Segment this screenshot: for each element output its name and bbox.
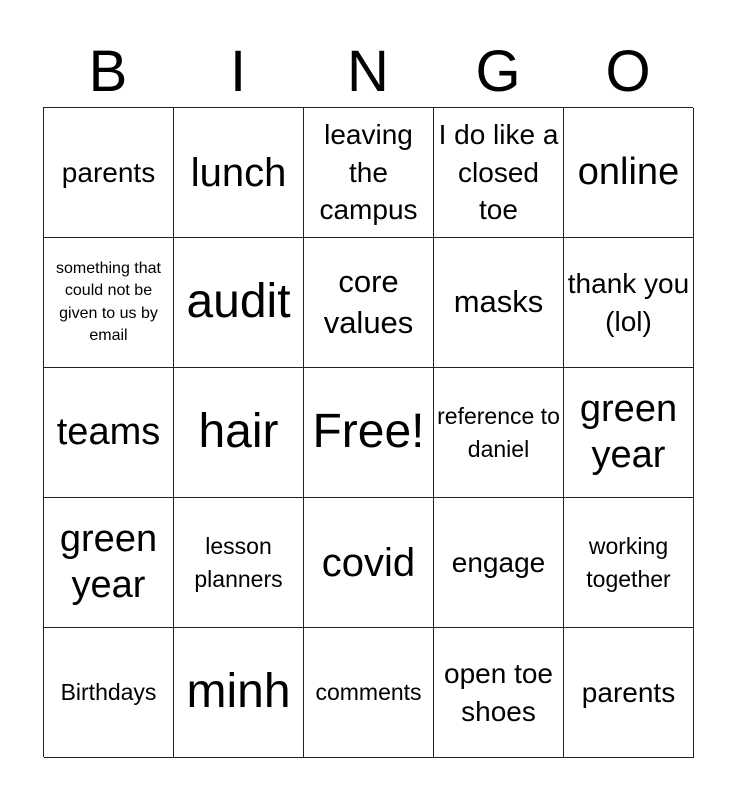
cell-text: comments — [315, 679, 422, 706]
bingo-cell[interactable] — [434, 628, 564, 758]
cell-text: online — [577, 150, 680, 193]
bingo-cell[interactable] — [44, 368, 174, 498]
cell-text: teams — [56, 410, 161, 453]
bingo-board — [43, 107, 693, 757]
bingo-cell[interactable] — [564, 628, 694, 758]
bingo-cell[interactable] — [434, 498, 564, 628]
bingo-cell[interactable] — [174, 238, 304, 368]
cell-text: lunch — [190, 150, 287, 195]
bingo-cell[interactable] — [44, 238, 174, 368]
cell-text: thank you (lol) — [567, 267, 690, 337]
cell-text: audit — [186, 275, 291, 329]
cell-text: open toe shoes — [444, 657, 553, 727]
bingo-cell[interactable] — [44, 628, 174, 758]
cell-text: hair — [198, 405, 279, 459]
header-letter-g: G — [475, 39, 521, 104]
bingo-cell[interactable] — [564, 108, 694, 238]
bingo-cell[interactable] — [434, 368, 564, 498]
cell-text: Free! — [312, 405, 425, 459]
bingo-cell[interactable] — [44, 498, 174, 628]
cell-text: minh — [186, 665, 291, 719]
bingo-cell[interactable] — [564, 368, 694, 498]
bingo-cell[interactable] — [304, 628, 434, 758]
bingo-cell[interactable] — [564, 498, 694, 628]
header-letter-n: N — [347, 39, 389, 104]
cell-text: parents — [581, 676, 676, 708]
bingo-cell[interactable] — [304, 498, 434, 628]
cell-text: green year — [59, 517, 158, 606]
cell-text: something that could not be given to us by email — [56, 259, 161, 344]
bingo-cell[interactable] — [174, 368, 304, 498]
bingo-cell[interactable] — [174, 628, 304, 758]
cell-text: green year — [579, 387, 678, 476]
cell-text: working together — [586, 533, 671, 592]
bingo-cell[interactable] — [304, 238, 434, 368]
header-letter-i: I — [229, 39, 247, 104]
bingo-cell[interactable] — [174, 498, 304, 628]
header-letter-o: O — [605, 39, 651, 104]
bingo-cell[interactable] — [564, 238, 694, 368]
cell-text: parents — [61, 156, 156, 188]
cell-text: lesson planners — [194, 533, 283, 592]
cell-text: Birthdays — [60, 679, 157, 706]
cell-text: reference to daniel — [437, 403, 560, 462]
cell-text: covid — [321, 540, 416, 585]
bingo-cell[interactable] — [44, 108, 174, 238]
bingo-cell[interactable] — [434, 108, 564, 238]
cell-text: engage — [451, 546, 546, 578]
bingo-cell[interactable] — [174, 108, 304, 238]
cell-text: leaving the campus — [319, 118, 418, 226]
cell-text: core values — [323, 264, 414, 340]
header-letter-b: B — [88, 39, 128, 104]
cell-text: I do like a closed toe — [438, 118, 559, 226]
cell-text: masks — [453, 284, 544, 320]
bingo-cell[interactable] — [304, 108, 434, 238]
bingo-cell[interactable] — [434, 238, 564, 368]
free-space[interactable] — [304, 368, 434, 498]
bingo-header — [43, 40, 693, 104]
